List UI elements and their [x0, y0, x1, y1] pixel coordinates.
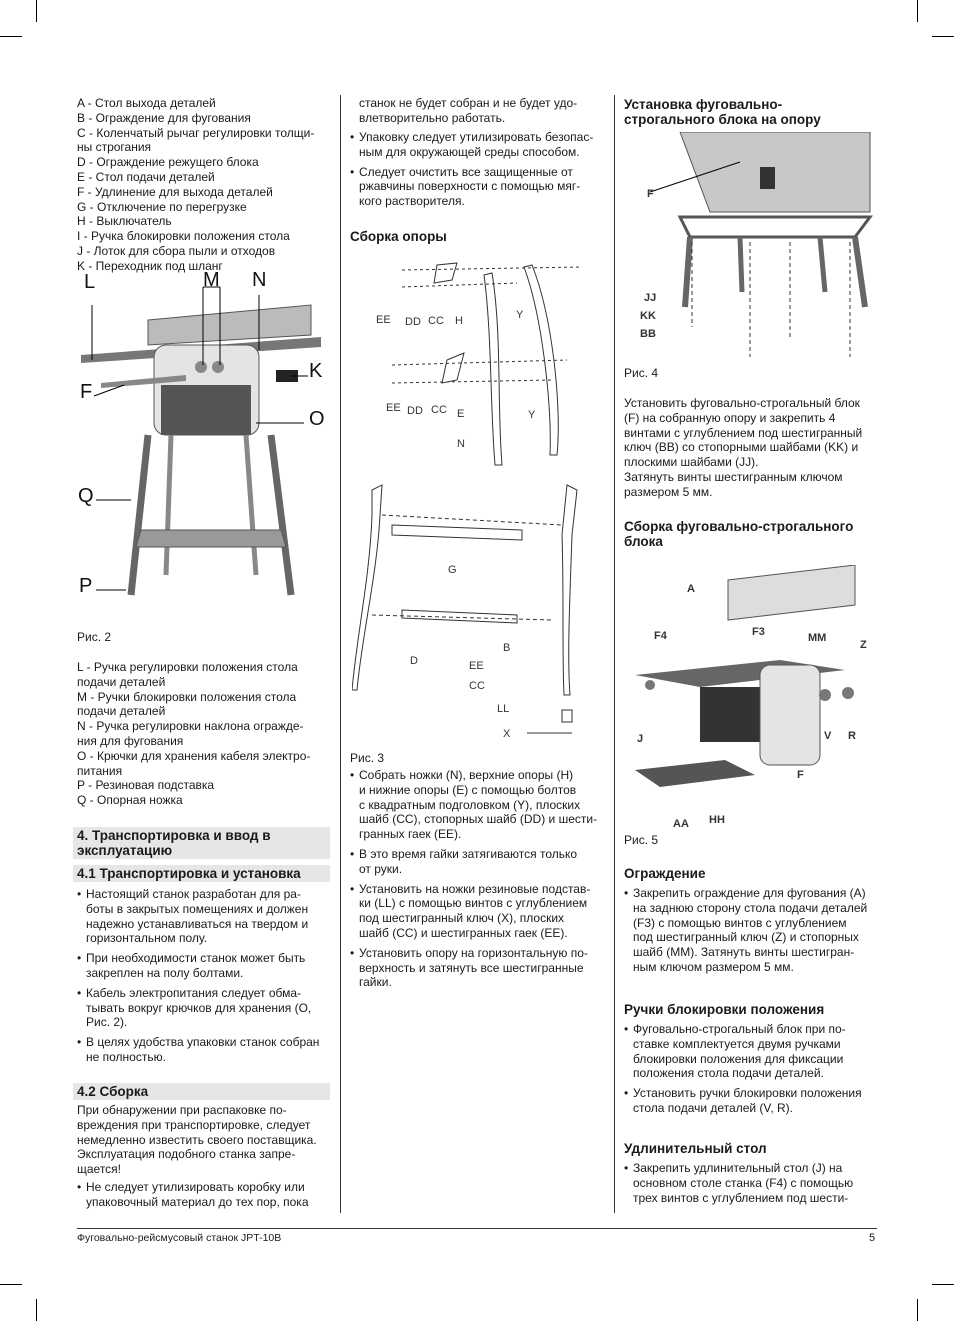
fig2-label: P — [79, 575, 93, 597]
crop-mark — [36, 1299, 37, 1321]
bullet-list — [624, 1161, 884, 1210]
fig2-label: N — [252, 269, 267, 291]
list-item: • Собрать ножки (N), верхние опоры (H) и нижние опоры (E) с помощью болтов с квадратным подголовком (Y), плоских шайб (CC), стопорных шайб (DD) и шести- гранных гаек (EE). — [350, 768, 610, 842]
fig2-label: L — [84, 271, 96, 293]
planer-on-stand-diagram — [630, 132, 880, 362]
fig3-label: DD — [405, 316, 421, 328]
page-number: 5 — [869, 1232, 876, 1244]
fig5-label: R — [848, 730, 856, 742]
list-item: • Закрепить ограждение для фугования (A) на заднюю сторону стола подачи деталей (F3) с помощью винтов с углублением под шестигранный ключ (Z) и стопорных шайб (MM). Затянуть винты шестигран- ным ключом размером 5 мм. — [624, 886, 884, 975]
planer-machine-illustration — [76, 269, 336, 625]
fig3-label: H — [455, 315, 463, 327]
paragraph: станок не будет собран и не будет удо- влетворительно работать. — [359, 96, 578, 125]
column-divider — [614, 95, 615, 1213]
planer-assembly-diagram — [630, 565, 880, 825]
section-heading: Ручки блокировки положения — [624, 1002, 825, 1017]
footer-rule — [77, 1228, 877, 1229]
bullet-list — [624, 886, 884, 980]
section-heading: 4. Транспортировка и ввод в эксплуатацию — [73, 827, 330, 859]
crop-mark — [0, 1284, 22, 1285]
section-heading: Ограждение — [624, 866, 706, 881]
list-item: • В целях удобства упаковки станок собран не полностью. — [77, 1035, 337, 1065]
list-item: • Фуговально-строгальный блок при по- ставке комплектуется двумя ручками блокировки положения для фиксации положения стола подачи деталей. — [624, 1022, 884, 1081]
paragraph: Установить фуговально-строгальный блок (F) на собранную опору и закрепить 4 винтами с углублением под шестигранный ключ (BB) со стопорными шайбами (KK) и плоскими шайбами (JJ). Затянуть винты шестигранным ключом размером 5 мм. — [624, 396, 863, 499]
fig2-legend: L - Ручка регулировки положения стола подачи деталей M - Ручки блокировки положения стола подачи деталей N - Ручка регулировки наклона огражде- ния для фугования O - Крючки для хранения кабеля электро- питания P - Резиновая подставка Q - Опорная ножка — [77, 660, 311, 808]
crop-mark — [917, 0, 918, 22]
bullet-list — [350, 130, 610, 214]
bullet-list — [77, 887, 337, 1070]
fig4-label: BB — [640, 328, 656, 340]
crop-mark — [0, 36, 22, 37]
crop-mark — [932, 36, 954, 37]
bullet-list — [77, 1180, 337, 1215]
fig3-label: DD — [407, 405, 423, 417]
fig3-label: X — [503, 728, 511, 740]
bullet-list — [350, 768, 610, 995]
list-item: • В это время гайки затягиваются только от руки. — [350, 847, 610, 877]
fig4-label: F — [647, 188, 654, 200]
list-item: • Установить на ножки резиновые подстав- ки (LL) с помощью винтов с углублением под шестигранный ключ (X), плоских шайб (CC) и шестигранных гаек (EE). — [350, 882, 610, 941]
fig4-label: JJ — [644, 292, 657, 304]
fig3-label: Y — [516, 309, 524, 321]
list-item: • Упаковку следует утилизировать безопас- ным для окружающей среды способом. — [350, 130, 610, 160]
fig5-label: F3 — [752, 626, 765, 638]
fig2-label: O — [309, 408, 325, 430]
crop-mark — [917, 1299, 918, 1321]
fig2-label: K — [309, 360, 323, 382]
subsection-heading: 4.2 Сборка — [73, 1083, 330, 1100]
figure-caption: Рис. 2 — [77, 630, 112, 644]
fig3-label: LL — [497, 703, 510, 715]
fig5-label: AA — [673, 818, 689, 830]
figure-caption: Рис. 3 — [350, 751, 385, 765]
section-heading: Удлинительный стол — [624, 1141, 767, 1156]
list-item: • Закрепить удлинительный стол (J) на основном столе станка (F4) с помощью трех винтов с углублением под шести- — [624, 1161, 884, 1205]
fig5-label: F4 — [654, 630, 667, 642]
list-item: • Настоящий станок разработан для ра- боты в закрытых помещениях и должен надежно устанавливаться на твердом и горизонтальном полу. — [77, 887, 337, 946]
fig2-label: F — [80, 381, 93, 403]
fig5-label: V — [824, 730, 832, 742]
crop-mark — [36, 0, 37, 22]
fig5-label: F — [797, 769, 804, 781]
section-heading: Сборка опоры — [350, 229, 447, 244]
fig3-label: CC — [428, 315, 444, 327]
fig3-label: G — [448, 564, 457, 576]
list-item: • Не следует утилизировать коробку или упаковочный материал до тех пор, пока — [77, 1180, 337, 1210]
fig5-label: J — [637, 733, 644, 745]
fig2-label: Q — [78, 485, 94, 507]
paragraph: При обнаружении при распаковке по- вреждения при транспортировке, следует немедленно известить своего поставщика. Эксплуатация подобного станка запре- щается! — [77, 1103, 317, 1177]
fig3-label: B — [503, 642, 511, 654]
fig4-label: KK — [640, 310, 656, 322]
fig5-label: Z — [860, 639, 867, 651]
list-item: • Установить ручки блокировки положения стола подачи деталей (V, R). — [624, 1086, 884, 1116]
fig3-label: EE — [469, 660, 484, 672]
bullet-list — [624, 1022, 884, 1121]
fig3-label: EE — [376, 314, 391, 326]
list-item: • Кабель электропитания следует обма- тывать вокруг крючков для хранения (O, Рис. 2). — [77, 986, 337, 1030]
parts-list: A - Стол выхода деталей B - Ограждение для фугования C - Коленчатый рычаг регулировки толщи- ны строгания D - Ограждение режущего блока E - Стол подачи деталей F - Удлинение для выхода деталей G - Отключение по перегрузке H - Выключатель I - Ручка блокировки положения стола J - Лоток для сбора пыли и отходов K - Переходник под шланг — [77, 96, 315, 273]
fig5-label: HH — [709, 814, 725, 826]
fig3-label: CC — [431, 404, 447, 416]
fig3-label: D — [410, 655, 418, 667]
figure-caption: Рис. 5 — [624, 833, 659, 847]
section-heading: Установка фуговально- строгального блока на опору — [624, 97, 821, 127]
list-item: • Установить опору на горизонтальную по- верхность и затянуть все шестигранные гайки. — [350, 946, 610, 990]
fig2-label: M — [203, 269, 220, 291]
figure-caption: Рис. 4 — [624, 366, 659, 380]
fig3-label: E — [457, 408, 465, 420]
fig3-label: Y — [528, 409, 536, 421]
fig3-label: EE — [386, 402, 401, 414]
fig5-label: MM — [808, 632, 827, 644]
fig5-label: A — [687, 583, 695, 595]
list-item: • Следует очистить все защищенные от ржавчины поверхности с помощью мяг- кого растворителя. — [350, 165, 610, 209]
list-item: • При необходимости станок может быть закреплен на полу болтами. — [77, 951, 337, 981]
section-heading: Сборка фуговально-строгального блока — [624, 519, 854, 549]
footer-title: Фуговально-рейсмусовый станок JPT-10B — [77, 1232, 282, 1244]
fig3-label: N — [457, 438, 465, 450]
subsection-heading: 4.1 Транспортировка и установка — [73, 865, 330, 882]
fig3-label: CC — [469, 680, 485, 692]
crop-mark — [932, 1284, 954, 1285]
column-divider — [340, 95, 341, 1213]
